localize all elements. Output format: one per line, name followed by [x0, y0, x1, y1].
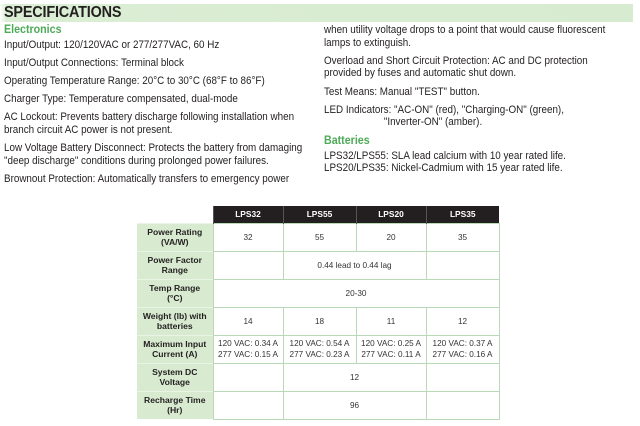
column-header-lps20: LPS20 — [356, 206, 426, 223]
table-row-power-factor — [137, 251, 499, 279]
spec-led-indicators: LED Indicators: "AC-ON" (red), "Charging-ON" (green), "Inverter-ON" (amber). — [324, 103, 564, 129]
spec-ac-lockout: AC Lockout: Prevents battery discharge following installation when branch circuit AC power is not present. — [4, 111, 295, 136]
battery-line-nicad: LPS20/LPS35: Nickel-Cadmium with 15 year rated life. — [324, 162, 563, 175]
table-cell: 14 — [213, 307, 283, 335]
table-cell-merged: 12 — [283, 363, 426, 391]
table-cell-merged: 0.44 lead to 0.44 lag — [283, 251, 426, 279]
table-row-weight — [137, 307, 499, 335]
battery-line-sla: LPS32/LPS55: SLA lead calcium with 10 year rated life. — [324, 149, 566, 162]
table-cell-empty — [426, 391, 499, 419]
row-label: Power Rating (VA/W) — [137, 223, 213, 251]
row-label: Power Factor Range — [137, 251, 213, 279]
spec-operating-temperature: Operating Temperature Range: 20°C to 30°C (68°F to 86°F) — [4, 74, 265, 87]
spec-test-means: Test Means: Manual "TEST" button. — [324, 85, 480, 98]
table-cell-empty — [213, 391, 283, 419]
row-label: Maximum Input Current (A) — [137, 335, 213, 363]
table-cell: 20 — [356, 223, 426, 251]
table-row-recharge-time — [137, 391, 499, 419]
table-row-system-dc-voltage — [137, 363, 499, 391]
table-cell-empty — [426, 251, 499, 279]
row-label: Weight (lb) with batteries — [137, 307, 213, 335]
table-corner — [137, 206, 213, 223]
section-heading-electronics: Electronics — [4, 23, 62, 36]
row-label: Recharge Time (Hr) — [137, 391, 213, 419]
table-cell: 35 — [426, 223, 499, 251]
table-cell-merged: 96 — [283, 391, 426, 419]
spec-charger-type: Charger Type: Temperature compensated, dual-mode — [4, 93, 238, 106]
page-title: SPECIFICATIONS — [4, 4, 122, 21]
table-cell-merged: 20-30 — [213, 279, 499, 307]
electronics-column-left — [4, 24, 320, 191]
table-row-power-rating — [137, 223, 499, 251]
table-cell: 11 — [356, 307, 426, 335]
spec-low-voltage-disconnect: Low Voltage Battery Disconnect: Protects the battery from damaging "deep discharge" conditions during prolonged power failures. — [4, 142, 303, 167]
table-cell: 55 — [283, 223, 356, 251]
table-cell: 120 VAC: 0.25 A 277 VAC: 0.11 A — [356, 335, 426, 363]
row-label: System DC Voltage — [137, 363, 213, 391]
table-cell: 120 VAC: 0.37 A 277 VAC: 0.16 A — [426, 335, 499, 363]
table-cell: 32 — [213, 223, 283, 251]
table-cell: 120 VAC: 0.54 A 277 VAC: 0.23 A — [283, 335, 356, 363]
table-cell: 12 — [426, 307, 499, 335]
table-cell-empty — [213, 363, 283, 391]
column-header-lps35: LPS35 — [426, 206, 499, 223]
column-header-lps32: LPS32 — [213, 206, 283, 223]
table-row-max-input-current — [137, 335, 499, 363]
table-cell-empty — [426, 363, 499, 391]
table-cell: 120 VAC: 0.34 A 277 VAC: 0.15 A — [213, 335, 283, 363]
row-label: Temp Range (°C) — [137, 279, 213, 307]
spec-connections: Input/Output Connections: Terminal block — [4, 56, 184, 69]
table-cell: 18 — [283, 307, 356, 335]
spec-overload-protection: Overload and Short Circuit Protection: AC and DC protection provided by fuses and automatic shut down. — [324, 54, 588, 80]
table-row-temp-range — [137, 279, 499, 307]
table-cell-empty — [213, 251, 283, 279]
section-heading-batteries: Batteries — [324, 133, 370, 147]
spec-brownout-continued: when utility voltage drops to a point that would cause fluorescent lamps to extinguish. — [324, 24, 606, 49]
spec-brownout-protection: Brownout Protection: Automatically transfers to emergency power — [4, 172, 290, 185]
specifications-table — [137, 206, 500, 420]
table-header-row — [137, 206, 499, 223]
electronics-column-right — [324, 24, 636, 180]
spec-input-output: Input/Output: 120/120VAC or 277/277VAC, 60 Hz — [4, 38, 220, 51]
column-header-lps55: LPS55 — [283, 206, 356, 223]
